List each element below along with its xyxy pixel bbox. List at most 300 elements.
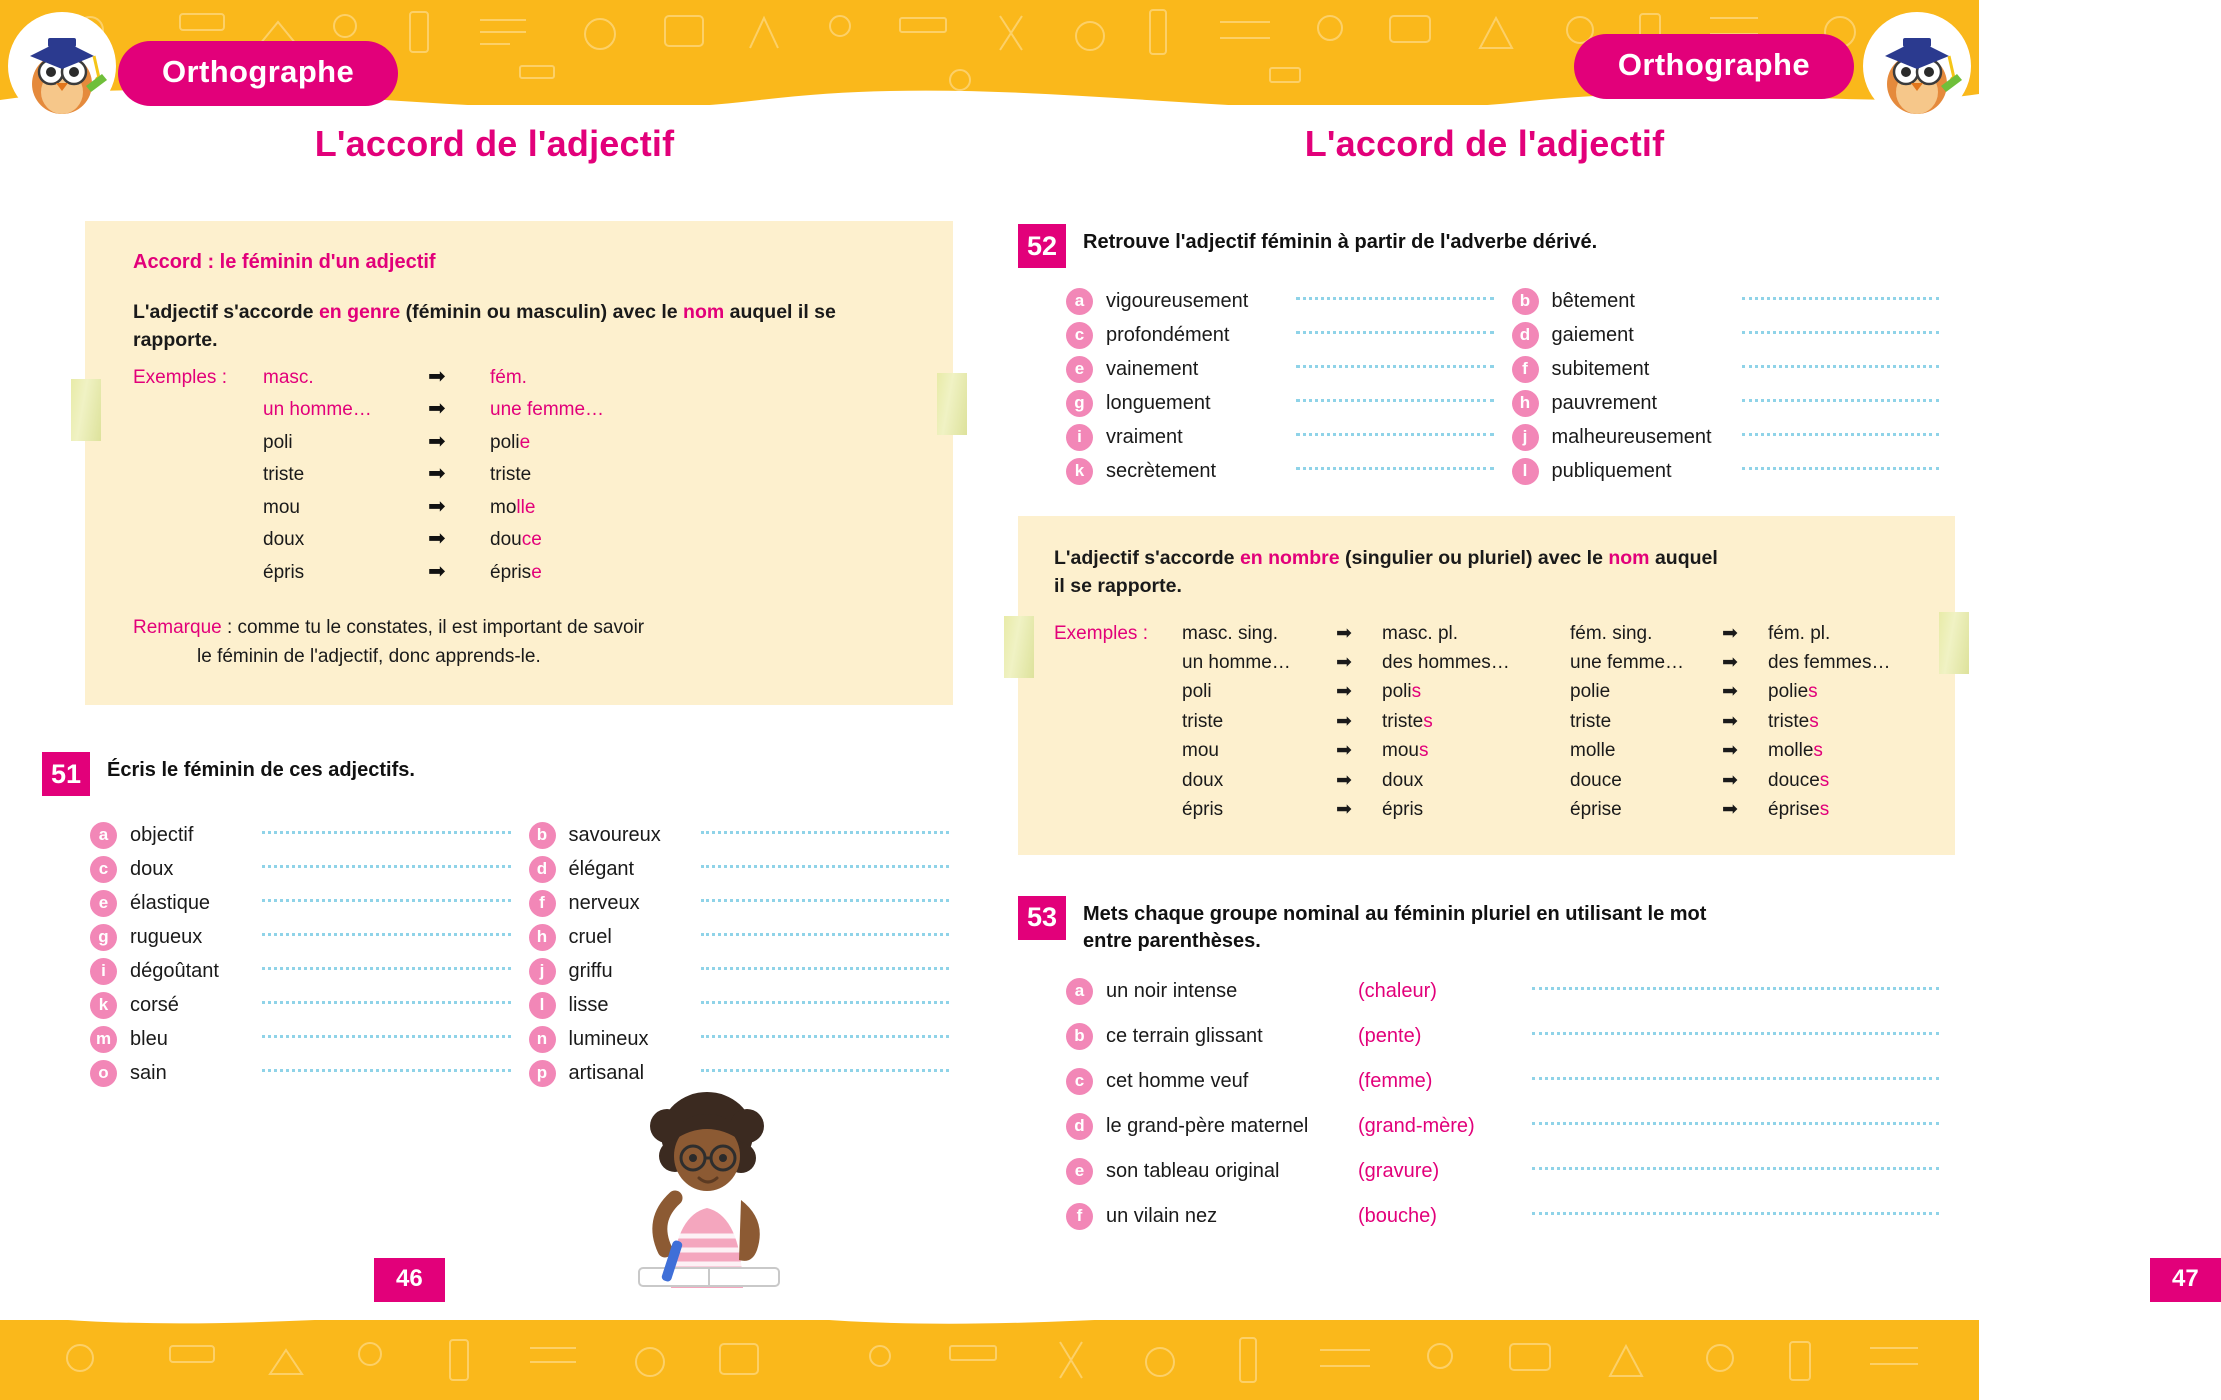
header-masc-sing-stem: masc. sing. <box>1182 622 1279 644</box>
masc-sing-form <box>1182 795 1336 824</box>
fem-pl-form-ending: s <box>1819 769 1830 791</box>
exercise-52-bullet-d: d <box>1512 322 1539 349</box>
exercise-52-bullet-b: b <box>1512 288 1539 315</box>
exercise-51-item <box>529 852 950 886</box>
fem-pl-form <box>1768 648 1918 677</box>
exercise-51-bullet-j: j <box>529 958 556 985</box>
page-title-right: L'accord de l'adjectif <box>1304 123 1665 164</box>
exercise-51-item <box>529 988 950 1022</box>
number-example-row <box>1054 648 1925 677</box>
feminine-form <box>490 493 535 522</box>
exercise-52-answer-blank[interactable] <box>1296 399 1494 402</box>
arrow-icon: ➡ <box>428 494 446 518</box>
exercise-52-word: bêtement <box>1551 289 1635 312</box>
exercise-51-answer-blank[interactable] <box>701 1035 950 1038</box>
number-example-row <box>1054 707 1925 736</box>
exercise-53-instruction-line1: Mets chaque groupe nominal au féminin pluriel en utilisant le mot <box>1083 902 1707 925</box>
masculine-form: poli <box>263 431 293 453</box>
exercise-51-item <box>529 818 950 852</box>
masculine-form: masc. <box>263 366 314 388</box>
header-masc-sing <box>1182 619 1336 648</box>
exercise-51-word: savoureux <box>568 823 661 846</box>
arrow-icon: ➡ <box>1336 622 1352 644</box>
exercise-53-answer-blank[interactable] <box>1532 1032 1939 1035</box>
feminine-form <box>490 363 527 392</box>
number-example-header-row <box>1054 619 1925 648</box>
exercise-51-answer-blank[interactable] <box>701 933 950 936</box>
masc-pl-form <box>1382 677 1570 706</box>
exercise-52-bullet-e: e <box>1066 356 1093 383</box>
exercise-51-item <box>90 988 511 1022</box>
rule-text-part1: L'adjectif s'accorde <box>133 301 319 323</box>
gender-example-row <box>133 426 913 459</box>
remark-line1: : comme tu le constates, il est important de savoir <box>221 617 645 639</box>
exercise-51-item <box>529 920 950 954</box>
examples-label: Exemples : <box>133 366 227 388</box>
lesson-card-number <box>1018 516 1955 855</box>
masc-pl-form-stem: épris <box>1382 799 1424 821</box>
exercise-53-answer-blank[interactable] <box>1532 1212 1939 1215</box>
feminine-ending: ce <box>521 529 542 551</box>
masc-pl-form-stem: doux <box>1382 769 1424 791</box>
exercise-51-word: nerveux <box>568 891 640 914</box>
arrow-icon: ➡ <box>1722 622 1738 644</box>
arrow-icon: ➡ <box>1722 799 1738 821</box>
header-fem-sing-stem: fém. sing. <box>1570 622 1653 644</box>
fem-pl-form-stem: douce <box>1768 769 1820 791</box>
section-tab-right: Orthographe <box>1574 34 1854 99</box>
rule2-line2: il se rapporte. <box>1054 575 1182 598</box>
exercise-51-item <box>90 1056 511 1090</box>
exercise-51-word: cruel <box>568 925 612 948</box>
fem-pl-form-stem: molle <box>1768 740 1814 762</box>
exercise-51-bullet-c: c <box>90 856 117 883</box>
exercise-52-item <box>1512 420 1940 454</box>
masc-pl-form-ending: s <box>1411 681 1422 703</box>
exercise-51-answer-blank[interactable] <box>701 967 950 970</box>
rule2-text-part1: L'adjectif s'accorde <box>1054 547 1240 569</box>
fem-pl-form <box>1768 795 1918 824</box>
exercise-51 <box>42 751 949 1090</box>
exercise-51-word: griffu <box>568 959 613 982</box>
exercise-52-item <box>1066 454 1494 488</box>
exercise-51-word: objectif <box>130 823 194 846</box>
exercise-52-word: gaiement <box>1551 323 1634 346</box>
exercise-53-answer-blank[interactable] <box>1532 1077 1939 1080</box>
exercise-51-word: sain <box>130 1061 167 1084</box>
exercise-53-item <box>1066 1014 1939 1059</box>
exercise-52-item <box>1066 352 1494 386</box>
washi-tape-left-2 <box>1004 616 1034 678</box>
rule2-text-part2: (singulier ou pluriel) avec le <box>1339 547 1609 569</box>
arrow-icon: ➡ <box>1722 769 1738 791</box>
feminine-stem: triste <box>490 464 532 486</box>
exercise-51-bullet-e: e <box>90 890 117 917</box>
exercise-52-word: vraiment <box>1106 425 1183 448</box>
exercise-53-item <box>1066 1194 1939 1239</box>
gender-example-row <box>133 523 913 556</box>
exercise-52-answer-blank[interactable] <box>1296 331 1494 334</box>
fem-sing-form <box>1570 707 1722 736</box>
exercise-53 <box>1018 895 1939 1239</box>
exercise-52-word: subitement <box>1551 357 1650 380</box>
fem-sing-form <box>1570 648 1722 677</box>
rule-highlight-nom: nom <box>683 301 725 323</box>
owl-mascot-left <box>8 12 116 120</box>
exercise-51-bullet-n: n <box>529 1026 556 1053</box>
lesson-rule-gender <box>133 298 913 355</box>
exercise-51-bullet-f: f <box>529 890 556 917</box>
exercise-53-phrase: cet homme veuf <box>1106 1069 1249 1092</box>
feminine-ending: lle <box>516 496 536 518</box>
fem-sing-form-stem: triste <box>1570 710 1612 732</box>
fem-sing-form <box>1570 766 1722 795</box>
fem-pl-form <box>1768 677 1918 706</box>
fem-sing-form-stem: éprise <box>1570 799 1622 821</box>
exercise-53-header <box>1018 895 1939 955</box>
exercise-53-bullet-c: c <box>1066 1068 1093 1095</box>
exercise-51-bullet-m: m <box>90 1026 117 1053</box>
feminine-stem: une femme… <box>490 399 605 421</box>
fem-pl-form-ending: s <box>1813 740 1823 762</box>
masc-sing-form-stem: épris <box>1182 799 1224 821</box>
exercise-52-word: pauvrement <box>1551 391 1658 414</box>
masc-pl-form-stem: poli <box>1382 681 1412 703</box>
exercise-52-answer-blank[interactable] <box>1742 365 1940 368</box>
exercise-51-answer-blank[interactable] <box>262 865 511 868</box>
masc-pl-form-stem: triste <box>1382 710 1424 732</box>
exercise-51-number: 51 <box>42 752 90 796</box>
exercise-51-answer-blank[interactable] <box>262 1001 511 1004</box>
arrow-icon: ➡ <box>1722 710 1738 732</box>
number-examples-table <box>1054 619 1925 825</box>
masc-sing-form <box>1182 677 1336 706</box>
fem-sing-form-stem: douce <box>1570 769 1622 791</box>
exercise-51-item-list <box>90 818 949 1090</box>
exercise-53-item-list <box>1066 969 1939 1239</box>
washi-tape-left <box>71 379 101 441</box>
arrow-icon: ➡ <box>428 559 446 583</box>
remark-line2: le féminin de l'adjectif, donc apprends-le. <box>197 645 541 667</box>
arrow-icon: ➡ <box>428 397 446 421</box>
exercise-51-bullet-g: g <box>90 924 117 951</box>
fem-sing-form <box>1570 736 1722 765</box>
fem-pl-form <box>1768 766 1918 795</box>
rule2-text-part3: auquel <box>1649 547 1718 569</box>
gender-example-row <box>133 458 913 491</box>
exercise-53-bullet-e: e <box>1066 1158 1093 1185</box>
exercise-52-item <box>1512 454 1940 488</box>
left-page <box>0 105 989 1320</box>
fem-pl-form <box>1768 707 1918 736</box>
gender-example-row <box>133 491 913 524</box>
feminine-ending: e <box>531 561 542 583</box>
exercise-51-word: artisanal <box>568 1061 645 1084</box>
masc-pl-form <box>1382 648 1570 677</box>
exercise-53-answer-blank[interactable] <box>1532 1122 1939 1125</box>
gender-example-row <box>133 361 913 394</box>
exercise-51-word: corsé <box>130 993 179 1016</box>
exercise-51-item <box>90 852 511 886</box>
arrow-icon: ➡ <box>1722 740 1738 762</box>
exercise-51-word: lumineux <box>568 1027 649 1050</box>
arrow-icon: ➡ <box>1336 769 1352 791</box>
exercise-52-item <box>1512 386 1940 420</box>
student-girl-illustration <box>615 1082 795 1292</box>
feminine-stem: mo <box>490 496 517 518</box>
header-masc-pl-stem: masc. pl. <box>1382 622 1459 644</box>
exercise-53-item <box>1066 1059 1939 1104</box>
lesson-card-number-wrapper <box>1018 516 1955 855</box>
exercise-52-instruction: Retrouve l'adjectif féminin à partir de l'adverbe dérivé. <box>1083 231 1598 253</box>
exercise-52-answer-blank[interactable] <box>1296 365 1494 368</box>
exercise-52-item <box>1512 284 1940 318</box>
exercise-51-item <box>90 818 511 852</box>
exercise-51-answer-blank[interactable] <box>262 933 511 936</box>
exercise-53-phrase: le grand-père maternel <box>1106 1114 1309 1137</box>
exercise-51-answer-blank[interactable] <box>262 1069 511 1072</box>
header-fem-pl-stem: fém. pl. <box>1768 622 1831 644</box>
number-example-row <box>1054 766 1925 795</box>
exercise-53-item <box>1066 1104 1939 1149</box>
exercise-53-instruction <box>1083 895 1706 955</box>
masc-pl-form-stem: mou <box>1382 740 1419 762</box>
exercise-51-item <box>90 920 511 954</box>
exercise-51-answer-blank[interactable] <box>701 831 950 834</box>
masc-pl-form <box>1382 766 1570 795</box>
arrow-icon: ➡ <box>428 527 446 551</box>
washi-tape-right <box>937 373 967 435</box>
exercise-52-answer-blank[interactable] <box>1742 433 1940 436</box>
exercise-52-word: vigoureusement <box>1106 289 1249 312</box>
fem-sing-form <box>1570 677 1722 706</box>
exercise-53-hint-word: (bouche) <box>1358 1204 1437 1227</box>
exercise-52-item <box>1066 318 1494 352</box>
lesson-card-gender-wrapper <box>85 221 953 705</box>
exercise-53-answer-blank[interactable] <box>1532 987 1939 990</box>
masc-sing-form <box>1182 707 1336 736</box>
exercise-53-hint-word: (pente) <box>1358 1024 1422 1047</box>
page-number-right: 47 <box>2150 1258 2221 1302</box>
exercise-51-bullet-i: i <box>90 958 117 985</box>
exercise-52-word: malheureusement <box>1551 425 1712 448</box>
masc-pl-form-stem: des hommes… <box>1382 651 1510 673</box>
rule2-highlight-en-nombre: en nombre <box>1239 547 1340 569</box>
arrow-icon: ➡ <box>1336 710 1352 732</box>
exercise-52-item <box>1066 420 1494 454</box>
exercise-52 <box>1018 223 1939 488</box>
exercise-52-header <box>1018 223 1939 268</box>
exercise-51-bullet-a: a <box>90 822 117 849</box>
exercise-52-answer-blank[interactable] <box>1296 467 1494 470</box>
exercise-53-answer-blank[interactable] <box>1532 1167 1939 1170</box>
exercise-51-bullet-b: b <box>529 822 556 849</box>
right-page <box>990 105 2199 1320</box>
exercise-52-word: vainement <box>1106 357 1199 380</box>
exercise-51-bullet-k: k <box>90 992 117 1019</box>
feminine-form <box>490 460 531 489</box>
header-fem-pl <box>1768 619 1918 648</box>
exercise-52-word: profondément <box>1106 323 1230 346</box>
section-tab-left: Orthographe <box>118 41 398 106</box>
lesson-remark <box>133 614 913 671</box>
masculine-form: un homme… <box>263 399 372 421</box>
exercise-51-answer-blank[interactable] <box>701 1001 950 1004</box>
exercise-52-bullet-c: c <box>1066 322 1093 349</box>
masc-pl-form <box>1382 707 1570 736</box>
fem-pl-form-ending: s <box>1819 799 1830 821</box>
exercise-51-bullet-p: p <box>529 1060 556 1087</box>
masc-pl-form <box>1382 795 1570 824</box>
exercise-53-item <box>1066 1149 1939 1194</box>
exercise-51-word: dégoûtant <box>130 959 219 982</box>
exercise-51-answer-blank[interactable] <box>262 831 511 834</box>
masc-pl-form-ending: s <box>1418 740 1429 762</box>
exercise-52-number: 52 <box>1018 224 1066 268</box>
fem-pl-form-stem: triste <box>1768 710 1810 732</box>
fem-sing-form-stem: molle <box>1570 740 1616 762</box>
exercise-51-answer-blank[interactable] <box>262 967 511 970</box>
gender-example-row <box>133 556 913 589</box>
exercise-51-word: bleu <box>130 1027 168 1050</box>
exercise-51-answer-blank[interactable] <box>701 899 950 902</box>
page-title-left: L'accord de l'adjectif <box>314 123 675 164</box>
exercise-52-bullet-a: a <box>1066 288 1093 315</box>
header-masc-pl <box>1382 619 1570 648</box>
exercise-51-word: rugueux <box>130 925 203 948</box>
exercise-52-answer-blank[interactable] <box>1742 297 1940 300</box>
exercise-53-bullet-a: a <box>1066 978 1093 1005</box>
masc-sing-form-stem: un homme… <box>1182 651 1291 673</box>
exercise-51-item <box>529 954 950 988</box>
rule2-highlight-nom: nom <box>1608 547 1650 569</box>
exercise-51-answer-blank[interactable] <box>262 1035 511 1038</box>
exercise-52-answer-blank[interactable] <box>1742 331 1940 334</box>
exercise-51-bullet-o: o <box>90 1060 117 1087</box>
owl-mascot-right <box>1863 12 1971 120</box>
exercise-53-hint-word: (grand-mère) <box>1358 1114 1475 1137</box>
fem-pl-form-ending: s <box>1808 681 1818 703</box>
feminine-form <box>490 558 542 587</box>
feminine-stem: fém. <box>490 366 527 388</box>
fem-pl-form-stem: éprise <box>1768 799 1820 821</box>
exercise-52-word: longuement <box>1106 391 1211 414</box>
exercise-51-word: élastique <box>130 891 211 914</box>
exercise-52-word: secrètement <box>1106 459 1217 482</box>
exercise-52-answer-blank[interactable] <box>1296 433 1494 436</box>
fem-pl-form <box>1768 736 1918 765</box>
masc-pl-form-ending: s <box>1423 710 1433 732</box>
masc-pl-form <box>1382 736 1570 765</box>
exercise-52-word: publiquement <box>1551 459 1672 482</box>
exercise-51-item <box>90 1022 511 1056</box>
masculine-form: mou <box>263 496 300 518</box>
exercise-53-number: 53 <box>1018 896 1066 940</box>
rule-highlight-en-genre: en genre <box>318 301 401 323</box>
fem-pl-form-stem: des femmes… <box>1768 651 1891 673</box>
exercise-51-answer-blank[interactable] <box>701 865 950 868</box>
arrow-icon: ➡ <box>1336 799 1352 821</box>
exercise-51-bullet-h: h <box>529 924 556 951</box>
exercise-52-bullet-h: h <box>1512 390 1539 417</box>
arrow-icon: ➡ <box>1722 681 1738 703</box>
exercise-52-answer-blank[interactable] <box>1296 297 1494 300</box>
header-fem-sing <box>1570 619 1722 648</box>
masc-sing-form <box>1182 736 1336 765</box>
exercise-53-bullet-b: b <box>1066 1023 1093 1050</box>
gender-example-row <box>133 393 913 426</box>
exercise-52-item <box>1066 284 1494 318</box>
exercise-52-bullet-i: i <box>1066 424 1093 451</box>
exercise-53-instruction-line2: entre parenthèses. <box>1083 929 1261 952</box>
feminine-stem: poli <box>490 431 520 453</box>
lesson-heading-gender: Accord : le féminin d'un adjectif <box>133 251 436 273</box>
fem-sing-form-stem: polie <box>1570 681 1611 703</box>
lesson-rule-number <box>1054 544 1925 601</box>
exercise-51-instruction: Écris le féminin de ces adjectifs. <box>107 759 415 782</box>
exercise-52-answer-blank[interactable] <box>1742 467 1940 470</box>
exercise-53-item <box>1066 969 1939 1014</box>
exercise-53-bullet-f: f <box>1066 1203 1093 1230</box>
exercise-51-word: lisse <box>568 993 609 1016</box>
exercise-51-item <box>529 1022 950 1056</box>
exercise-51-bullet-d: d <box>529 856 556 883</box>
feminine-form <box>490 428 530 457</box>
exercise-52-item <box>1512 318 1940 352</box>
exercise-52-bullet-k: k <box>1066 458 1093 485</box>
exercise-53-phrase: son tableau original <box>1106 1159 1280 1182</box>
exercise-51-item <box>90 954 511 988</box>
owl-graduate-icon <box>8 12 116 120</box>
exercise-53-hint-word: (femme) <box>1358 1069 1433 1092</box>
exercise-52-answer-blank[interactable] <box>1742 399 1940 402</box>
exercise-51-answer-blank[interactable] <box>701 1069 950 1072</box>
exercise-52-bullet-j: j <box>1512 424 1539 451</box>
exercise-53-phrase: ce terrain glissant <box>1106 1024 1263 1047</box>
exercise-52-bullet-g: g <box>1066 390 1093 417</box>
number-example-row <box>1054 795 1925 824</box>
washi-tape-right-2 <box>1939 612 1969 674</box>
exercise-52-bullet-f: f <box>1512 356 1539 383</box>
feminine-form <box>490 525 542 554</box>
fem-pl-form-ending: s <box>1809 710 1819 732</box>
exercise-51-answer-blank[interactable] <box>262 899 511 902</box>
exercise-53-hint-word: (gravure) <box>1358 1159 1440 1182</box>
arrow-icon: ➡ <box>1336 681 1352 703</box>
rule-text-part3: auquel il se rapporte. <box>133 301 836 352</box>
arrow-icon: ➡ <box>1722 651 1738 673</box>
exercise-52-item <box>1066 386 1494 420</box>
owl-graduate-icon-right <box>1863 12 1971 120</box>
exercise-51-item <box>529 886 950 920</box>
masc-sing-form-stem: triste <box>1182 710 1224 732</box>
masc-sing-form-stem: poli <box>1182 681 1212 703</box>
masculine-form: épris <box>263 561 305 583</box>
rule-text-part2: (féminin ou masculin) avec le <box>400 301 684 323</box>
exercise-53-hint-word: (chaleur) <box>1358 979 1437 1002</box>
exercise-52-item <box>1512 352 1940 386</box>
fem-pl-form-stem: polie <box>1768 681 1809 703</box>
feminine-stem: épris <box>490 561 532 583</box>
exercise-52-bullet-l: l <box>1512 458 1539 485</box>
feminine-form <box>490 395 604 424</box>
exercise-51-word: doux <box>130 857 174 880</box>
masculine-form: triste <box>263 464 305 486</box>
exercise-53-phrase: un noir intense <box>1106 979 1238 1002</box>
arrow-icon: ➡ <box>1336 740 1352 762</box>
fem-sing-form <box>1570 795 1722 824</box>
page-number-left: 46 <box>374 1258 445 1302</box>
